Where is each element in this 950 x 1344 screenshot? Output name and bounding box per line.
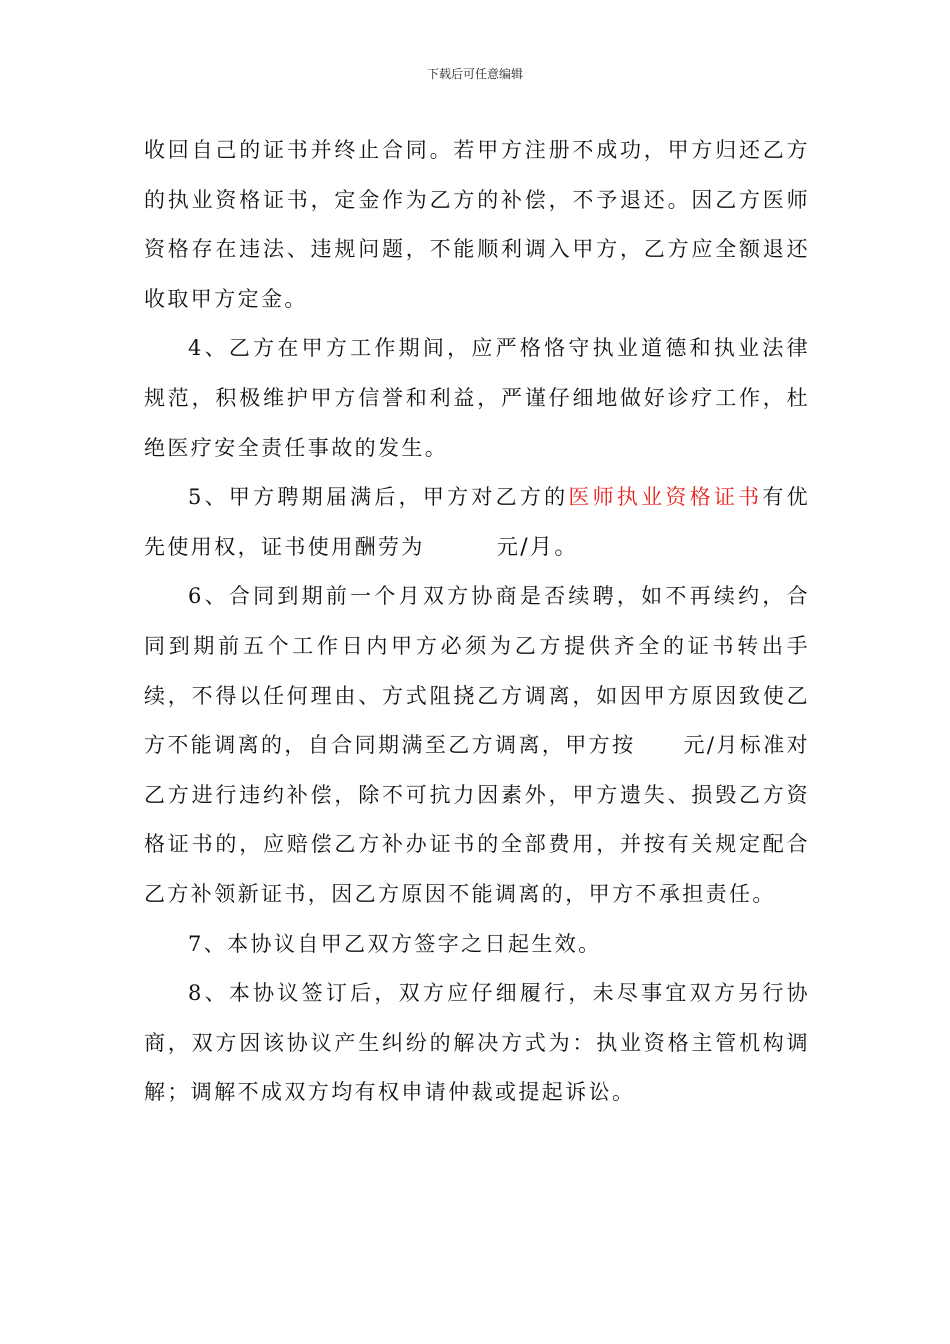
certificate-highlight: 医师执业资格证书 — [568, 485, 763, 510]
clause-5-text-b: 有优先使用权，证书使用酬劳为 — [144, 485, 810, 559]
clause-4: 4、乙方在甲方工作期间，应严格恪守执业道德和执业法律规范，积极维护甲方信誉和利益，严谨仔细地做好诊疗工作，杜绝医疗安全责任事故的发生。 — [144, 336, 810, 460]
clause-5-text-a: 5、甲方聘期届满后，甲方对乙方的 — [188, 485, 569, 510]
page-header: 下载后可任意编辑 — [426, 67, 523, 81]
clause-6-text-b: 元/月标准对乙方进行违约补偿，除不可抗力因素外，甲方遗失、损毁乙方资格证书的，应赔偿乙方补办证书的全部费用，并按有关规定配合乙方补领新证书，因乙方原因不能调离的，甲方不承担责任。 — [144, 733, 810, 906]
clause-6-text-a: 6、合同到期前一个月双方协商是否续聘，如不再续约，合同到期前五个工作日内甲方必须为乙方提供齐全的证书转出手续，不得以任何理由、方式阻挠乙方调离，如因甲方原因致使乙方不能调离的，自合同期满至乙方调离，甲方按 — [144, 584, 810, 758]
clause-5 — [144, 473, 810, 572]
clause-8: 8、本协议签订后，双方应仔细履行，未尽事宜双方另行协商，双方因该协议产生纠纷的解决方式为：执业资格主管机构调解；调解不成双方均有权申请仲裁或提起诉讼。 — [144, 981, 810, 1105]
clause-5-unit-yuan: 元 — [496, 534, 521, 559]
paragraph-continuation: 收回自己的证书并终止合同。若甲方注册不成功，甲方归还乙方的执业资格证书，定金作为乙方的补偿，不予退还。因乙方医师资格存在违法、违规问题，不能顺利调入甲方，乙方应全额退还收取甲方定金。 — [144, 138, 810, 311]
clause-5-unit-month: /月。 — [520, 534, 579, 560]
document-body — [144, 126, 810, 1118]
clause-6 — [144, 572, 810, 919]
clause-7: 7、本协议自甲乙双方签字之日起生效。 — [188, 931, 602, 956]
